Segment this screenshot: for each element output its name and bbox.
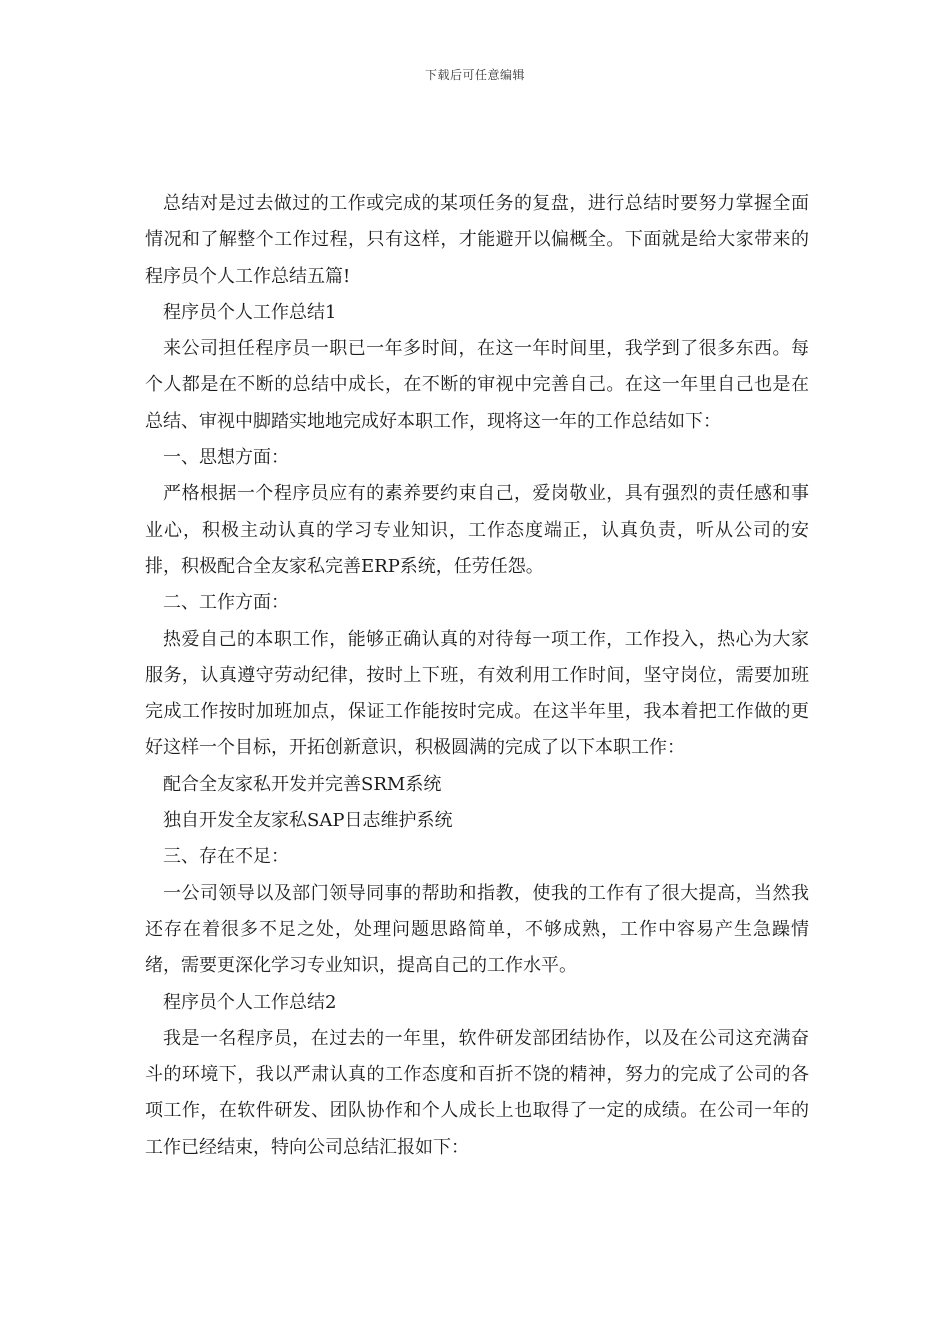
section-title-1: 程序员个人工作总结1 [163,301,337,323]
subsection-title-work: 二、工作方面： [163,592,289,614]
list-item: 独自开发全友家私SAP日志维护系统 [163,810,453,832]
subsection-title-thinking: 一、思想方面： [163,447,289,469]
body-paragraph: 严格根据一个程序员应有的素养要约束自己，爱岗敬业，具有强烈的责任感和事业心，积极主动认真的学习专业知识，工作态度端正，认真负责，听从公司的安排，积极配合全友家私完善ERP系统，任劳任怨。 [145,483,809,577]
body-paragraph: 一公司领导以及部门领导同事的帮助和指教，使我的工作有了很大提高，当然我还存在着很多不足之处，处理问题思路简单，不够成熟，工作中容易产生急躁情绪，需要更深化学习专业知识，提高自己的工作水平。 [145,882,809,977]
section-title-2: 程序员个人工作总结2 [163,991,337,1013]
subsection-title-shortcomings: 三、存在不足： [163,846,289,868]
list-item: 配合全友家私开发并完善SRM系统 [163,773,442,795]
body-paragraph: 热爱自己的本职工作，能够正确认真的对待每一项工作，工作投入，热心为大家服务，认真遵守劳动纪律，按时上下班，有效利用工作时间，坚守岗位，需要加班完成工作按时加班加点，保证工作能按时完成。在这半年里，我本着把工作做的更好这样一个目标，开拓创新意识，积极圆满的完成了以下本职工作： [145,628,809,759]
body-paragraph: 我是一名程序员，在过去的一年里，软件研发部团结协作，以及在公司这充满奋斗的环境下，我以严肃认真的工作态度和百折不饶的精神，努力的完成了公司的各项工作，在软件研发、团队协作和个人成长上也取得了一定的成绩。在公司一年的工作已经结束，特向公司总结汇报如下： [145,1027,809,1158]
body-paragraph: 来公司担任程序员一职已一年多时间，在这一年时间里，我学到了很多东西。每个人都是在不断的总结中成长，在不断的审视中完善自己。在这一年里自己也是在总结、审视中脚踏实地地完成好本职工作，现将这一年的工作总结如下： [145,338,809,432]
document-body [145,186,809,1166]
page-header: 下载后可任意编辑 [424,68,525,82]
intro-paragraph: 总结对是过去做过的工作或完成的某项任务的复盘，进行总结时要努力掌握全面情况和了解整个工作过程，只有这样，才能避开以偏概全。下面就是给大家带来的程序员个人工作总结五篇! [145,193,809,287]
